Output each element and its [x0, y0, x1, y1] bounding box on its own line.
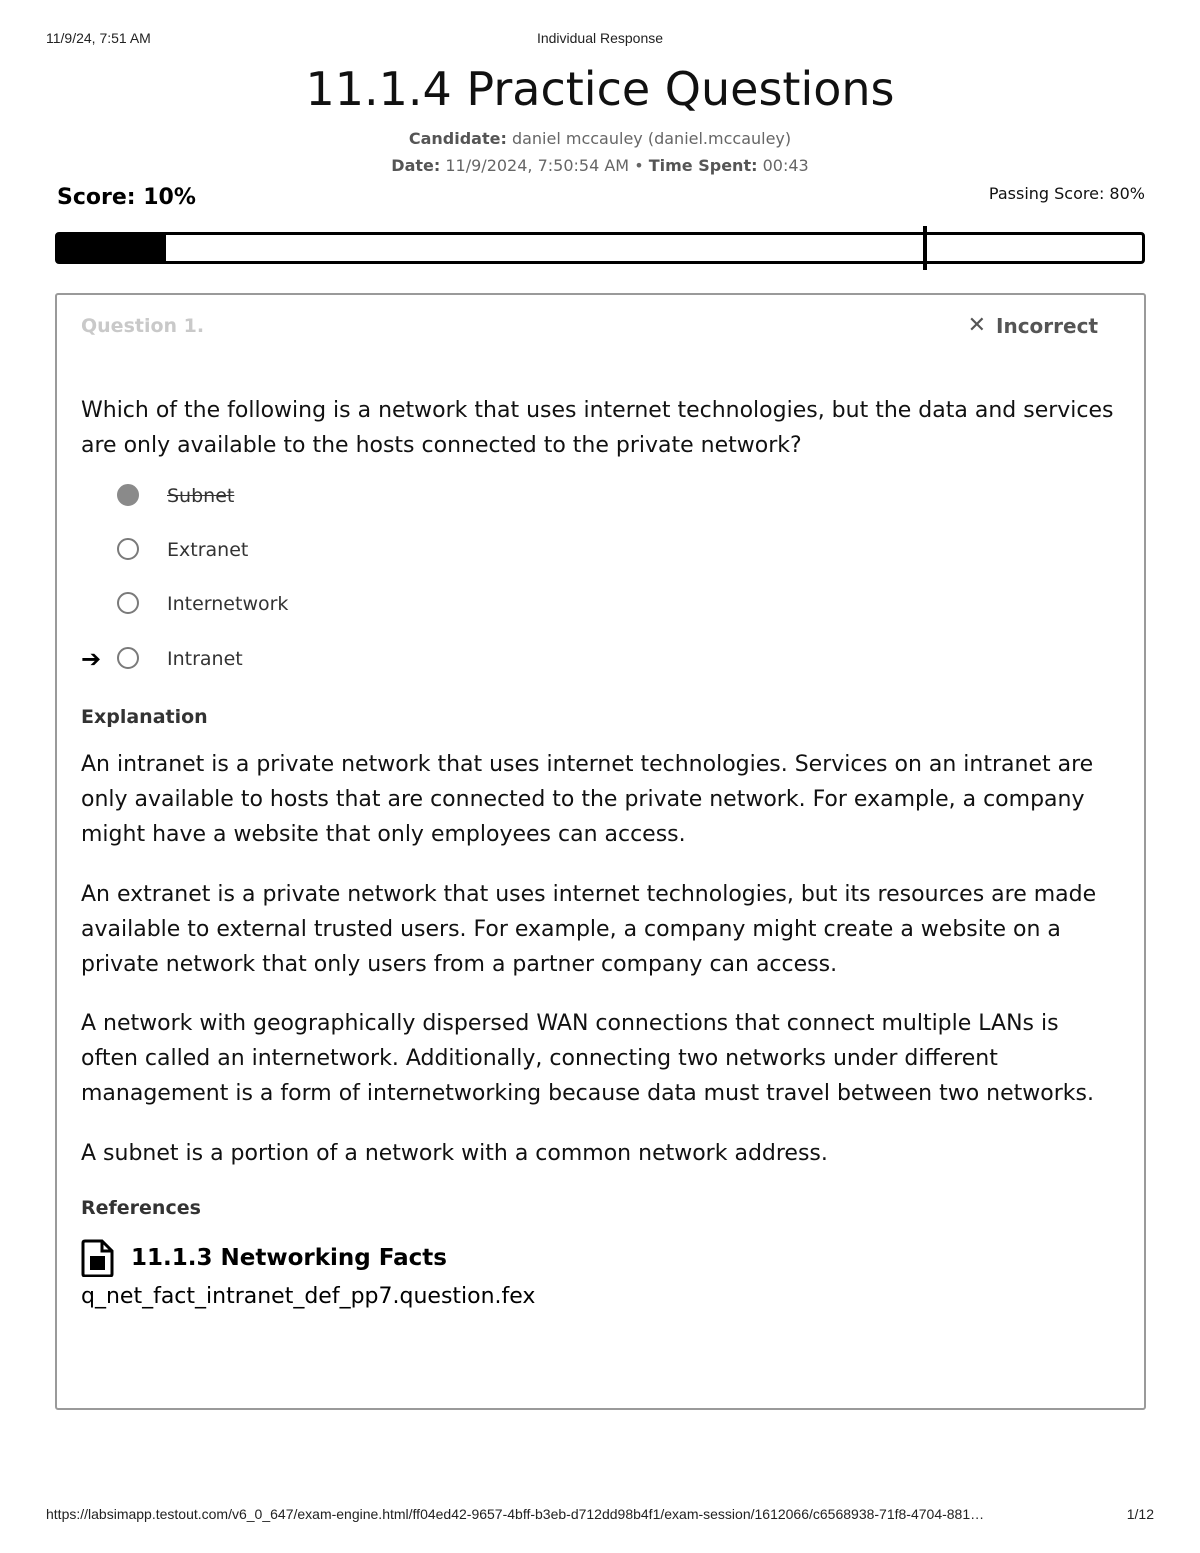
answer-option-label: Subnet [167, 485, 235, 507]
correct-answer-arrow-icon: ➔ [81, 645, 102, 673]
radio-button[interactable] [117, 538, 139, 560]
answer-option-label: Extranet [167, 539, 249, 561]
explanation-paragraph: A network with geographically dispersed WAN connections that connect multiple LANs is often called an internetwork. Additionally, connecting two networks under different management is a form of internetworking because data must travel between two networks. [81, 1011, 1094, 1106]
passing-score-marker [923, 226, 927, 270]
candidate-value: daniel mccauley (daniel.mccauley) [511, 129, 792, 148]
close-icon: ✕ [967, 313, 987, 338]
print-page-title: Individual Response [536, 30, 664, 46]
passing-score-label: Passing Score: 80% [988, 184, 1145, 203]
reference-title[interactable]: 11.1.3 Networking Facts [131, 1245, 447, 1271]
question-text: Which of the following is a network that uses internet technologies, but the data and services are only available to the hosts connected to the private network? [81, 398, 1114, 458]
answer-option-label: Internetwork [167, 593, 289, 615]
answer-option-subnet[interactable] [81, 481, 481, 511]
question-status [968, 313, 1098, 338]
time-spent-value: 00:43 [762, 156, 809, 175]
document-icon [81, 1239, 115, 1277]
page-title: 11.1.4 Practice Questions [305, 62, 895, 116]
date-value: 11/9/2024, 7:50:54 AM [445, 156, 630, 175]
candidate-line [0, 129, 1200, 148]
question-status-label: Incorrect [996, 313, 1098, 338]
score-label: Score: 10% [57, 185, 196, 210]
score-progress-bar [55, 232, 1145, 264]
answer-option-label: Intranet [167, 648, 243, 670]
question-card [55, 293, 1146, 1410]
answer-option-extranet[interactable] [81, 535, 481, 565]
page-number: 1/12 [1126, 1506, 1154, 1522]
answer-option-internetwork[interactable] [81, 589, 481, 619]
references-heading: References [81, 1197, 201, 1219]
date-label: Date: [391, 156, 441, 175]
score-progress-fill [58, 235, 166, 261]
radio-button[interactable] [117, 484, 139, 506]
print-footer [46, 1506, 1154, 1526]
time-spent-label: Time Spent: [648, 156, 758, 175]
print-datetime: 11/9/24, 7:51 AM [46, 30, 151, 46]
radio-button[interactable] [117, 647, 139, 669]
reference-link[interactable] [81, 1239, 447, 1277]
date-line [0, 156, 1200, 175]
question-file-id: q_net_fact_intranet_def_pp7.question.fex [81, 1284, 536, 1309]
explanation-heading: Explanation [81, 706, 208, 728]
candidate-label: Candidate: [408, 129, 507, 148]
meta-separator: • [634, 156, 644, 175]
question-number: Question 1. [81, 315, 205, 337]
answer-option-intranet[interactable] [81, 644, 481, 674]
print-header [46, 30, 1154, 50]
print-url: https://labsimapp.testout.com/v6_0_647/exam-engine.html/ff04ed42-9657-4bff-b3eb-d712dd98b4f1/exam-session/1612066/c6568938-71f8-4704-881… [46, 1506, 985, 1522]
explanation-paragraph: An extranet is a private network that uses internet technologies, but its resources are made available to external trusted users. For example, a company might create a website on a private network that only users from a partner company can access. [81, 882, 1097, 977]
explanation-paragraph: A subnet is a portion of a network with a common network address. [81, 1141, 828, 1166]
radio-button[interactable] [117, 592, 139, 614]
explanation-paragraph: An intranet is a private network that uses internet technologies. Services on an intranet are only available to hosts that are connected to the private network. For example, a company might have a website that only employees can access. [81, 752, 1094, 847]
